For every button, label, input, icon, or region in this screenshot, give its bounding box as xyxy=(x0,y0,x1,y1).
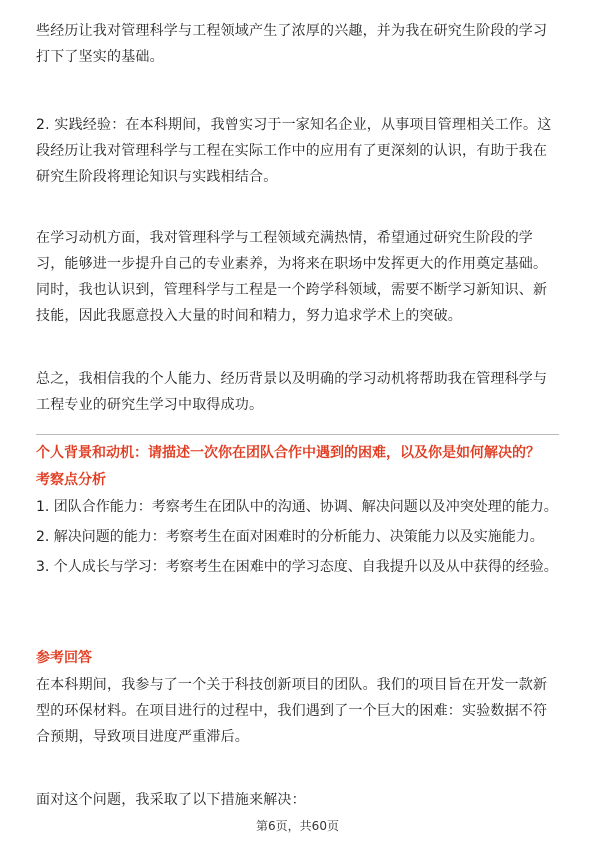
reference-title: 参考回答 xyxy=(36,650,92,666)
body-paragraph: 在本科期间，我参与了一个关于科技创新项目的团队。我们的项目旨在开发一款新型的环保材料。在项目进行的过程中，我们遇到了一个巨大的困难：实验数据不符合预期，导致项目进度严重滞后。 xyxy=(36,677,548,745)
body-paragraph: 些经历让我对管理科学与工程领域产生了浓厚的兴趣，并为我在研究生阶段的学习打下了坚实的基础。 xyxy=(36,23,548,65)
question-heading: 个人背景和动机：请描述一次你在团队合作中遇到的困难，以及你是如何解决的？ xyxy=(36,445,540,461)
section-divider xyxy=(36,434,559,435)
body-paragraph: 在学习动机方面，我对管理科学与工程领域充满热情，希望通过研究生阶段的学习，能够进一步提升自己的专业素养，为将来在职场中发挥更大的作用奠定基础。同时，我也认识到，管理科学与工程是一个跨学科领域，需要不断学习新知识、新技能，因此我愿意投入大量的时间和精力，努力追求学术上的突破。 xyxy=(36,230,548,324)
page-number: 第6页，共60页 xyxy=(256,819,339,833)
analysis-list xyxy=(36,494,558,580)
list-item: 2. 解决问题的能力：考察考生在面对困难时的分析能力、决策能力以及实施能力。 xyxy=(36,529,544,545)
body-paragraph: 2. 实践经验：在本科期间，我曾实习于一家知名企业，从事项目管理相关工作。这段经历让我对管理科学与工程在实际工作中的应用有了更深刻的认识，有助于我在研究生阶段将理论知识与实践相结合。 xyxy=(36,117,552,185)
body-paragraph: 总之，我相信我的个人能力、经历背景以及明确的学习动机将帮助我在管理科学与工程专业的研究生学习中取得成功。 xyxy=(36,371,548,413)
analysis-title: 考察点分析 xyxy=(36,472,106,488)
body-paragraph: 面对这个问题，我采取了以下措施来解决： xyxy=(36,792,306,808)
list-item: 3. 个人成长与学习：考察考生在困难中的学习态度、自我提升以及从中获得的经验。 xyxy=(36,559,558,575)
list-item: 1. 团队合作能力：考察考生在团队中的沟通、协调、解决问题以及冲突处理的能力。 xyxy=(36,499,558,515)
